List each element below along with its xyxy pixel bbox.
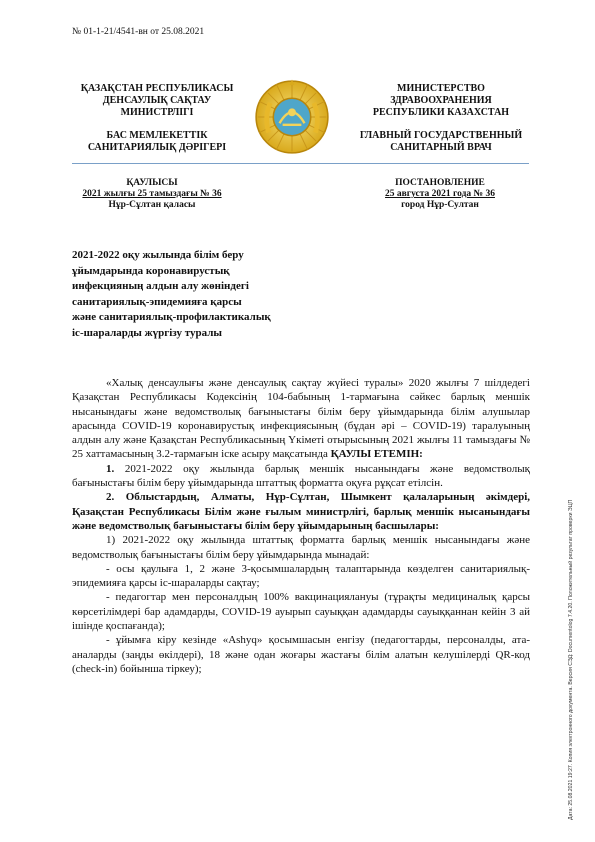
side-verification-note: Дата: 25.08.2021 19:27. Копия электронного документа. Версия СЭД: Documentolog 7.4.20. Положительный результат проверки ЭЦП (568, 499, 574, 820)
header-line: МИНИСТРЛІГІ (120, 107, 194, 118)
decree-resolution: ҚАУЛЫ ЕТЕМІН: (330, 448, 423, 461)
bullet-2: - педагогтар мен персоналдың 100% вакцинациялануы (тұрақты медициналық қарсы көрсетілімдері бар адамдарды, COVID-19 ауырып сауыққан адамдарды сауыққаннан кейін 3 ай ішінде қоспағанда); (72, 591, 530, 633)
decree-date: 25 августа 2021 года № 36 (385, 189, 495, 199)
header-russian (356, 83, 526, 154)
decree-city: город Нұр-Султан (401, 200, 479, 210)
header-kazakh (72, 83, 242, 154)
title-line: және санитариялық-профилактикалық (72, 311, 271, 324)
header-line: ЗДРАВООХРАНЕНИЯ (390, 95, 492, 106)
header-line: САНИТАРНЫЙ ВРАЧ (390, 142, 492, 153)
title-line: 2021-2022 оқу жылында білім беру (72, 249, 244, 261)
document-title (72, 248, 342, 342)
intro-paragraph: «Халық денсаулығы және денсаулық сақтау жүйесі туралы» 2020 жылғы 7 шілдедегі Қазақстан Республикасы Кодексінің 104-бабының 1-тармағына сәйкес барлық меншік нысанындағы және ведомстволық бағыныстағы білім беру ұйымдарында білім алушылар арасында COVID-19 коронавирустық инфекциясының (бұдан әрі – COVID-19) таралуының алдын алу және Қазақстан Республикасының Үкіметі отырысының 2021 жылғы 11 тамыздағы № 25 хаттамасының 3.2-тармағын іске асыру мақсатында ҚАУЛЫ ЕТЕМІН: (72, 377, 530, 461)
paragraph-2: 2. Облыстардың, Алматы, Нұр-Сұлтан, Шымкент қалаларының әкімдері, Қазақстан Республикасы Білім және ғылым министрлігі, барлық меншік нысанындағы және ведомстволық бағыныстағы білім беру ұйымдарының басшылары: (72, 491, 530, 532)
decree-city: Нұр-Сұлтан қаласы (108, 200, 196, 210)
decree-date: 2021 жылғы 25 тамыздағы № 36 (82, 189, 222, 199)
header-line: ДЕНСАУЛЫҚ САҚТАУ (102, 95, 212, 106)
decree-type: ПОСТАНОВЛЕНИЕ (395, 178, 485, 188)
header-line: МИНИСТЕРСТВО (397, 83, 485, 94)
header-line: БАС МЕМЛЕКЕТТІК (106, 130, 208, 141)
decree-block-kazakh (72, 178, 232, 211)
title-line: инфекцияның алдын алу жөніндегі (72, 280, 249, 293)
bullet-1: - осы қаулыға 1, 2 және 3-қосымшалардың талаптарында көзделген санитариялық-эпидемияға қарсы іс-шараларды сақтау; (72, 562, 530, 590)
header-line: САНИТАРИЯЛЫҚ ДӘРІГЕРІ (87, 142, 227, 153)
decree-block-russian (350, 178, 530, 211)
title-line: ұйымдарында коронавирустық (72, 264, 230, 277)
header-divider (72, 163, 529, 164)
title-line: іс-шараларды жүргізу туралы (72, 326, 222, 339)
bullet-3: - ұйымға кіру кезінде «Ashyq» қосымшасын енгізу (педагогтарды, персоналды, ата-аналарды (заңды өкілдері), 18 және одан жоғары жастағы білім алатын келушілерді QR-код (check-in) бойынша тіркеу); (72, 634, 530, 675)
paragraph-1: 1. 2021-2022 оқу жылында барлық меншік нысанындағы және ведомстволық бағыныстағы білім беру ұйымдарында штаттық форматта оқуға рұқсат етілсін. (72, 462, 531, 490)
registration-number: № 01-1-21/4541-вн от 25.08.2021 (72, 27, 205, 37)
document-body (72, 376, 530, 676)
header-line: РЕСПУБЛИКИ КАЗАХСТАН (372, 107, 510, 118)
decree-type: ҚАУЛЫСЫ (126, 178, 178, 188)
title-line: санитариялық-эпидемияға қарсы (72, 295, 242, 308)
state-emblem-icon (253, 78, 331, 156)
header-line: ГЛАВНЫЙ ГОСУДАРСТВЕННЫЙ (359, 130, 523, 141)
paragraph-3: 1) 2021-2022 оқу жылында штаттық форматта барлық меншік нысанындағы және ведомстволық бағыныстағы білім беру ұйымдарында мынадай: (72, 534, 530, 561)
header-line: ҚАЗАҚСТАН РЕСПУБЛИКАСЫ (80, 83, 234, 94)
